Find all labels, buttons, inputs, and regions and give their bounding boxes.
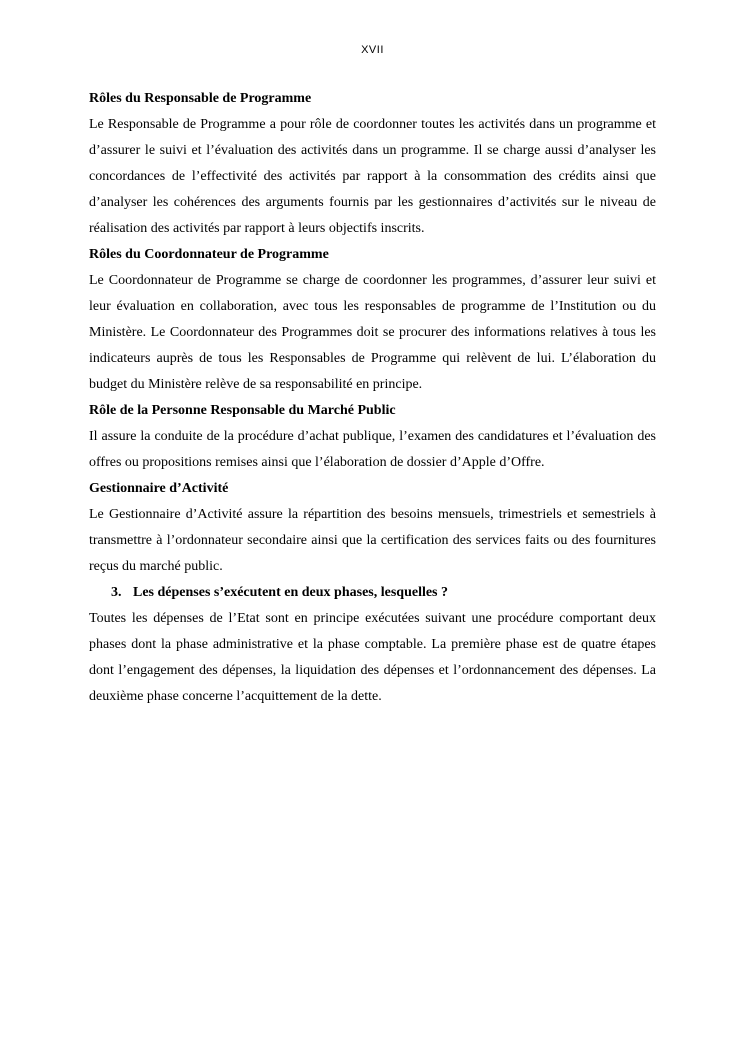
section-heading-responsable-programme: Rôles du Responsable de Programme bbox=[89, 91, 312, 106]
question-text: Les dépenses s’exécutent en deux phases, lesquelles ? bbox=[133, 585, 449, 600]
page-content bbox=[89, 86, 656, 710]
section-heading-gestionnaire-activite: Gestionnaire d’Activité bbox=[89, 481, 229, 496]
question-number: 3. bbox=[111, 585, 122, 600]
section-heading-personne-responsable-marche: Rôle de la Personne Responsable du Marché Public bbox=[89, 403, 396, 418]
numbered-question-heading bbox=[89, 580, 656, 606]
page-number: XVII bbox=[361, 44, 384, 56]
section-body-coordonnateur-programme: Le Coordonnateur de Programme se charge de coordonner les programmes, d’assurer leur suivi et leur évaluation en collaboration, avec tous les responsables de programme de l’Institution ou du Ministère. Le Coordonnateur des Programmes doit se procurer des informations relatives à tous les indicateurs auprès de tous les Responsables de Programme qui relèvent de lui. L’élaboration du budget du Ministère relève de sa responsabilité en principe. bbox=[89, 273, 656, 392]
section-body-responsable-programme: Le Responsable de Programme a pour rôle de coordonner toutes les activités dans un programme et d’assurer le suivi et l’évaluation des activités dans un programme. Il se charge aussi d’analyser les concordances de l’effectivité des activités par rapport à la consommation des crédits ainsi que d’analyser les cohérences des arguments fournis par les gestionnaires d’activités sur le niveau de réalisation des activités par rapport à leurs objectifs inscrits. bbox=[89, 117, 656, 236]
question-answer: Toutes les dépenses de l’Etat sont en principe exécutées suivant une procédure comportant deux phases dont la phase administrative et la phase comptable. La première phase est de quatre étapes dont l’engagement des dépenses, la liquidation des dépenses et l’ordonnancement des dépenses. La deuxième phase concerne l’acquittement de la dette. bbox=[89, 611, 656, 704]
section-heading-coordonnateur-programme: Rôles du Coordonnateur de Programme bbox=[89, 247, 329, 262]
section-body-gestionnaire-activite: Le Gestionnaire d’Activité assure la répartition des besoins mensuels, trimestriels et semestriels à transmettre à l’ordonnateur secondaire ainsi que la certification des services faits ou des fournitures reçus du marché public. bbox=[89, 507, 656, 574]
section-body-personne-responsable-marche: Il assure la conduite de la procédure d’achat publique, l’examen des candidatures et l’évaluation des offres ou propositions remises ainsi que l’élaboration de dossier d’Apple d’Offre. bbox=[89, 429, 656, 470]
